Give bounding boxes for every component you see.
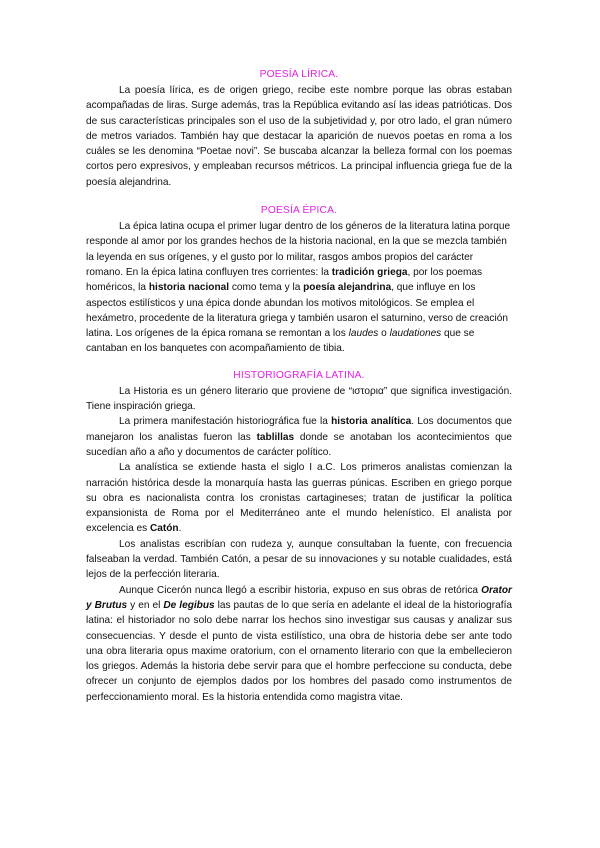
- section-poesia-epica: [86, 204, 512, 357]
- text-run: y en el: [127, 599, 164, 611]
- text-run: La épica latina ocupa el primer lugar dentro de los géneros de la literatura latina porque responde al amor por los grandes hechos de la historia nacional, en la que se mezcla también la leyenda en sus orígenes, y el gusto por lo militar, rasgos ambos propios del carácter romano. En la épica latina confluyen tres corrientes: la: [86, 221, 511, 278]
- italic-term: laudes: [348, 328, 379, 340]
- text-run: las pautas de lo que sería en adelante el ideal de la historiografía latina: el historiador no solo debe narrar los hechos sino investigar sus causas y analizar sus consecuencias. Y desde el punto de vista estilístico, una obra de historia debe ser ante todo una obra literaria opus maxime oratorium, con el ornamento literario con que la embellecieron los griegos. Además la historia debe servir para que el hombre perfeccione su conducta, debe ofrecer un conjunto de ejemplos dados por los hombres del pasado como instrumentos de perfeccionamiento moral. Es la historia entendida como magistra vitae.: [86, 599, 512, 703]
- text-run: La primera manifestación historiográfica fue la: [119, 416, 332, 428]
- text-run: o: [378, 328, 390, 340]
- bold-term: tradición griega: [331, 266, 408, 278]
- text-run: , por los poemas homéricos, la: [86, 266, 483, 294]
- bold-term: tablillas: [256, 431, 295, 443]
- text-run: donde se anotaban los acontecimientos que sucedían año a año y documentos de carácter político.: [86, 431, 512, 458]
- paragraph: La Historia es un género literario que proviene de “ιστορια” que significa investigación. Tiene inspiración griega.: [86, 385, 512, 413]
- section-poesia-lirica: [86, 68, 512, 190]
- text-run: La analística se extiende hasta el siglo I a.C. Los primeros analistas comienzan la narración histórica desde la monarquía hasta las guerras púnicas. Escriben en griego porque su obra es nacionalista contra los cronistas cartagineses; tratan de justificar la política expansionista de Roma por el Mediterráneo ante el mundo helenístico. El analista por excelencia es: [86, 462, 512, 535]
- bold-term: poesía alejandrina: [303, 282, 392, 294]
- paragraph: [86, 414, 512, 460]
- section-heading: POESÍA LÍRICA.: [259, 69, 339, 80]
- paragraph: Los analistas escribían con rudeza y, aunque consultaban la fuente, con frecuencia falseaban la verdad. También Catón, a pesar de su innovaciones y su notable cualidades, está lejos de la perfección literaria.: [86, 538, 512, 581]
- bold-italic-term: Orator y Brutus: [86, 584, 512, 611]
- paragraph: La poesía lírica, es de origen griego, recibe este nombre porque las obras estaban acompañadas de liras. Surge además, tras la República evitando así las ideas patrióticas. Dos de sus características principales son el uso de la subjetividad y, por otro lado, el gran número de metros variados. También hay que destacar la aparición de nuevos poetas en roma a los cuáles se les denomina “Poetae novi”. Se buscaba alcanzar la belleza formal con los poemas cortos pero expresivos, y empleaban recursos métricos. La principal influencia griega fue de la poesía alejandrina.: [86, 85, 512, 188]
- section-historiografia-latina: [86, 369, 512, 705]
- paragraph: [86, 219, 512, 357]
- text-run: que se cantaban en los banquetes con acompañamiento de tibia.: [86, 328, 475, 355]
- paragraph: [86, 460, 512, 536]
- bold-term: historia analítica: [331, 416, 412, 428]
- bold-italic-term: De legibus: [163, 599, 215, 611]
- text-run: como tema y la: [229, 282, 304, 294]
- bold-term: Catón: [149, 523, 179, 535]
- text-run: , que influye en los aspectos estilísticos y una épica donde abundan los motivos mitológicos. Se emplea el hexámetro, procedente de la literatura griega y también usaron el saturnino, verso de creación latina. Los orígenes de la épica romana se remontan a los: [86, 282, 508, 340]
- text-run: . Los documentos que manejaron los analistas fueron las: [86, 416, 512, 443]
- bold-term: historia nacional: [148, 282, 230, 294]
- italic-term: laudationes: [389, 328, 442, 340]
- paragraph: [86, 583, 512, 705]
- text-run: Aunque Cicerón nunca llegó a escribir historia, expuso en sus obras de retórica: [119, 584, 482, 596]
- text-run: .: [178, 523, 182, 535]
- section-heading: POESÍA ÉPICA.: [260, 205, 338, 217]
- section-heading: HISTORIOGRAFÍA LATINA.: [233, 369, 365, 381]
